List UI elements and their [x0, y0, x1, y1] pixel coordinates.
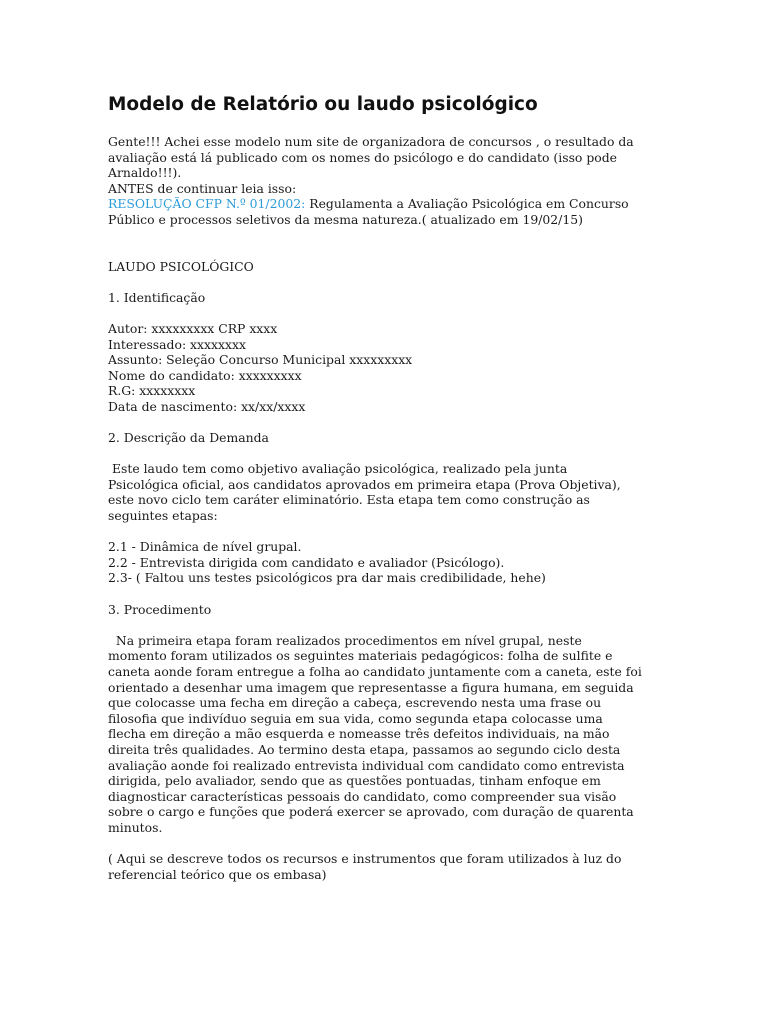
demand-line: seguintes etapas:: [108, 508, 218, 524]
procedure-line: flecha em direção a mão esquerda e nomeasse três defeitos individuais, na mão: [108, 726, 610, 742]
section-2-heading: 2. Descrição da Demanda: [108, 430, 269, 446]
steps-list: [108, 539, 668, 586]
document-title: Modelo de Relatório ou laudo psicológico: [108, 94, 538, 115]
procedure-line: dirigida, pelo avaliador, sendo que as questões pontuadas, tinham enfoque em: [108, 773, 601, 789]
procedure-line: minutos.: [108, 819, 163, 835]
identification-line: Interessado: xxxxxxxx: [108, 336, 246, 352]
section-1-heading: 1. Identificação: [108, 289, 206, 305]
step-item: 2.3- ( Faltou uns testes psicológicos pra dar mais credibilidade, hehe): [108, 570, 546, 586]
identification-line: Data de nascimento: xx/xx/xxxx: [108, 398, 306, 414]
demand-line: Este laudo tem como objetivo avaliação psicológica, realizado pela junta: [108, 461, 568, 477]
procedure-paragraph: [108, 633, 668, 836]
document-page: [108, 93, 668, 882]
resolution-text: Regulamenta a Avaliação Psicológica em Concurso: [305, 196, 629, 212]
intro-line: Gente!!! Achei esse modelo num site de organizadora de concursos , o resultado da: [108, 134, 634, 149]
procedure-line: filosofia que indivíduo seguia em sua vida, como segunda etapa colocasse uma: [108, 710, 603, 726]
procedure-line: que colocasse uma fecha em direção a cabeça, escrevendo nesta uma frase ou: [108, 695, 602, 711]
demand-line: Psicológica oficial, aos candidatos aprovados em primeira etapa (Prova Objetiva),: [108, 476, 621, 492]
procedure-line: Na primeira etapa foram realizados procedimentos em nível grupal, neste: [108, 632, 582, 648]
procedure-line: momento foram utilizados os seguintes materiais pedagógicos: folha de sulfite e: [108, 648, 613, 664]
identification-line: Assunto: Seleção Concurso Municipal xxxxxxxxx: [108, 352, 413, 368]
procedure-line: direita três qualidades. Ao termino desta etapa, passamos ao segundo ciclo desta: [108, 741, 621, 757]
demand-line: este novo ciclo tem caráter eliminatório. Esta etapa tem como construção as: [108, 492, 590, 508]
intro-line: Arnaldo!!!).: [108, 165, 182, 181]
demand-paragraph: [108, 461, 668, 523]
intro-line: ANTES de continuar leia isso:: [108, 180, 297, 196]
identification-line: Autor: xxxxxxxxx CRP xxxx: [108, 320, 278, 336]
resolution-line: [108, 196, 668, 212]
step-item: 2.1 - Dinâmica de nível grupal.: [108, 539, 302, 555]
procedure-line: orientado a desenhar uma imagem que representasse a figura humana, em seguida: [108, 679, 634, 695]
section-3-heading: 3. Procedimento: [108, 601, 212, 617]
note-line: ( Aqui se descreve todos os recursos e instrumentos que foram utilizados à luz do: [108, 851, 622, 867]
note-paragraph: [108, 851, 668, 882]
identification-line: R.G: xxxxxxxx: [108, 383, 196, 399]
note-line: referencial teórico que os embasa): [108, 866, 327, 882]
procedure-line: avaliação aonde foi realizado entrevista individual com candidato como entrevista: [108, 757, 625, 773]
resolution-line-2: Público e processos seletivos da mesma natureza.( atualizado em 19/02/15): [108, 211, 583, 227]
procedure-line: diagnosticar características pessoais do candidato, como compreender sua visão: [108, 788, 617, 804]
identification-line: Nome do candidato: xxxxxxxxx: [108, 367, 302, 383]
step-item: 2.2 - Entrevista dirigida com candidato e avaliador (Psicólogo).: [108, 554, 505, 570]
intro-line: avaliação está lá publicado com os nomes do psicólogo e do candidato (isso pode: [108, 149, 617, 165]
resolution-link[interactable]: RESOLUÇÃO CFP N.º 01/2002:: [108, 196, 306, 212]
laudo-heading: LAUDO PSICOLÓGICO: [108, 258, 254, 274]
identification-block: [108, 321, 668, 415]
procedure-line: caneta aonde foram entregue a folha ao candidato juntamente com a caneta, este foi: [108, 664, 642, 679]
procedure-line: sobre o cargo e funções que poderá exercer se aprovado, com duração de quarenta: [108, 804, 634, 820]
intro-paragraph: [108, 134, 668, 228]
